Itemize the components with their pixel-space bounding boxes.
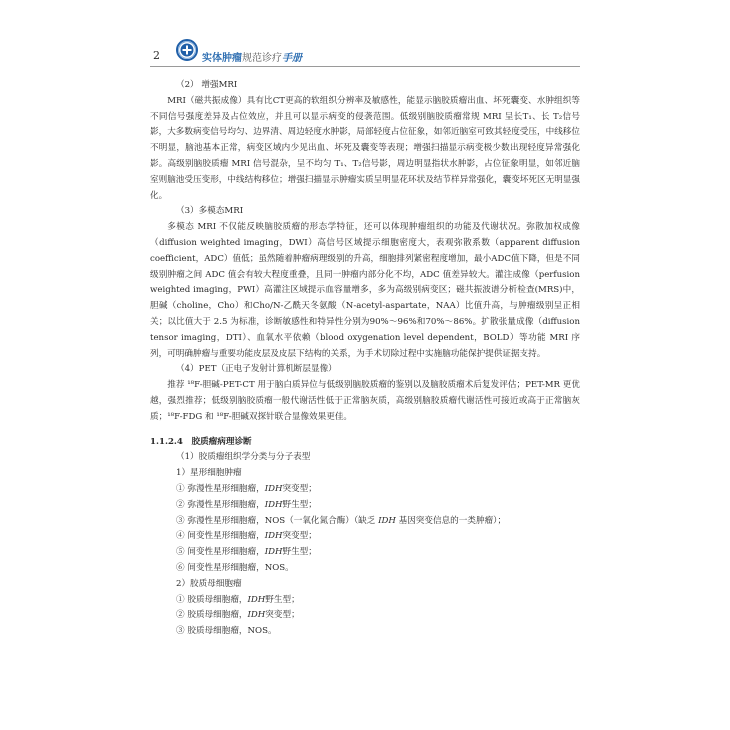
paragraph-pet: 推荐 ¹⁸F-胆碱-PET-CT 用于脑白质异位与低级别脑胶质瘤的鉴别以及脑胶质瘤术后复发评估；PET-MR 更优越，强烈推荐；低级别脑胶质瘤一般代谢活性低于正常脑灰质，高级别脑胶质瘤代谢活性可接近或高于正常脑灰质；¹⁸F-FDG 和 ¹⁸F-胆碱双探针联合显像效果更佳。 [150, 380, 580, 422]
group-title-glioblastoma: 2）胶质母细胞瘤 [176, 578, 242, 589]
group-title-astrocytoma: 1）星形细胞肿瘤 [176, 468, 242, 479]
book-title-part2: 规范诊疗 [242, 53, 282, 64]
list-item: ② 弥漫性星形细胞瘤，IDH野生型； [176, 499, 317, 510]
list-item: ③ 弥漫性星形细胞瘤，NOS（一氧化氮合酶）（缺乏 IDH 基因突变信息的一类肿瘤）； [176, 515, 507, 526]
paragraph-multimodal-mri: 多模态 MRI 不仅能反映脑胶质瘤的形态学特征，还可以体现肿瘤组织的功能及代谢状况。弥散加权成像（diffusion weighted imaging，DWI）高信号区域提示细胞密度大，表观弥散系数（apparent diffusion coefficient，ADC）值低；虽然随着肿瘤病理级别的升高，细胞排列紧密程度增加，最小ADC值下降，但是不同级别肿瘤之间 ADC 值会有较大程度重叠，且同一肿瘤内部分化不均，ADC 值差异较大。灌注成像（perfusion weighted imaging，PWI）高灌注区域提示血容量增多，多为高级别病变区；磁共振波谱分析检查(MRS)中，胆碱（choline，Cho）和Cho/N-乙酰天冬氨酸（N-acetyl-aspartate，NAA）比值升高，与肿瘤级别呈正相关；以比值大于 2.5 为标准，诊断敏感性和特异性分别为90%～96%和70%～86%。扩散张量成像（diffusion tensor imaging，DTI）、血氧水平依赖（blood oxygenation level dependent，BOLD）等功能 MRI 序列，可明确肿瘤与重要功能皮层及皮层下结构的关系，为手术切除过程中实施脑功能保护提供证据支持。 [150, 222, 580, 359]
header-rule [150, 66, 580, 67]
book-title [202, 49, 302, 64]
heading-multimodal-mri: （3）多模态MRI [176, 206, 244, 217]
book-title-part3: 手册 [282, 53, 302, 64]
list-item: ⑥ 间变性星形细胞瘤，NOS。 [176, 562, 294, 573]
heading-enhanced-mri: （2） 增强MRI [176, 80, 238, 90]
book-title-part1: 实体肿瘤 [202, 53, 242, 64]
list-item: ④ 间变性星形细胞瘤，IDH突变型； [176, 531, 317, 542]
section-title: 1.1.2.4 胶质瘤病理诊断 [150, 436, 252, 447]
paragraph-enhanced-mri: MRI（磁共振成像）具有比CT更高的软组织分辨率及敏感性，能显示脑胶质瘤出血、坏死囊变、水肿组织等不同信号强度差异及占位效应，并且可以显示病变的侵袭范围。低级别脑胶质瘤常规 MRI 呈长T₁、长 T₂信号影，大多数病变信号均匀、边界清、周边轻度水肿影，局部轻度占位征象，如邻近脑室可致其轻度受压，中线移位不明显，脑池基本正常，病变区域内少见出血、坏死及囊变等表现；增强扫描显示病变极少数出现轻度异常强化影。高级别脑胶质瘤 MRI 信号混杂，呈不均匀 T₁、T₂信号影，周边明显指状水肿影，占位征象明显，如邻近脑室则脑池受压变形，中线结构移位；增强扫描显示肿瘤实质呈明显花环状及结节样异常强化，囊变坏死区无明显强化。 [150, 95, 580, 201]
hospital-logo-icon [176, 39, 198, 61]
list-item: ⑤ 间变性星形细胞瘤，IDH野生型； [176, 547, 317, 558]
page-content [150, 78, 580, 640]
heading-classification: （1）胶质瘤组织学分类与分子表型 [176, 452, 311, 463]
page-number: 2 [153, 49, 160, 62]
list-item: ① 胶质母细胞瘤，IDH野生型； [176, 594, 300, 605]
list-item: ② 胶质母细胞瘤，IDH突变型； [176, 610, 300, 621]
heading-pet: （4）PET（正电子发射计算机断层显像） [176, 364, 337, 375]
list-item: ③ 胶质母细胞瘤，NOS。 [176, 626, 277, 637]
list-item: ① 弥漫性星形细胞瘤，IDH突变型； [176, 483, 317, 494]
